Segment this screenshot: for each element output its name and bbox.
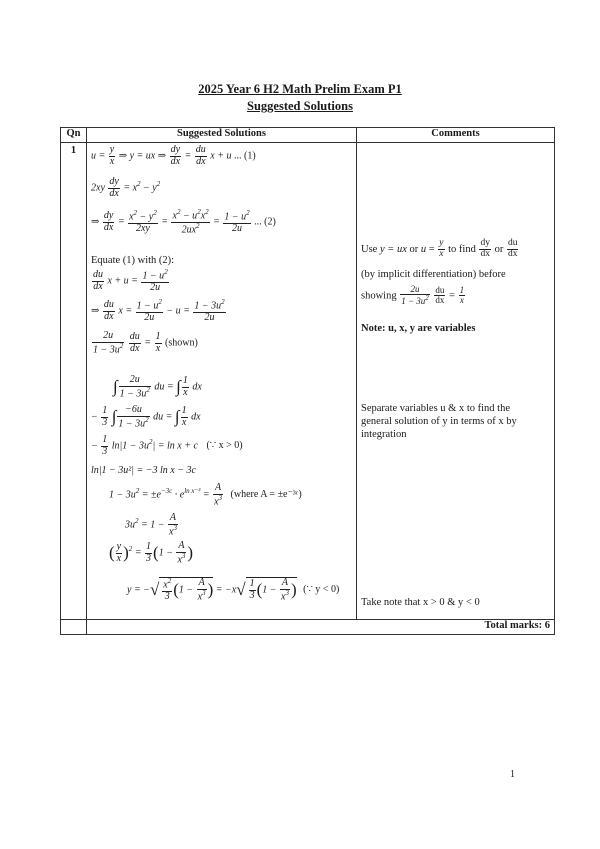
solution-equation-2: ⇒ $\frac{dy}{dx}$ = $\frac{x^2 - y^2}{2xy}$ = $\frac{x^2 - u^2x^2}{2ux^2}$ = $\frac{1 - u^2}{2u}$ ... (2) [91,208,276,236]
comment-use-substitution: Use y = ux or u = $\frac{y}{x}$ to find $\frac{dy}{dx}$ or $\frac{du}{dx}$ [361,238,518,259]
comment-use-prefix: Use [361,243,378,255]
solutions-table [60,127,555,635]
total-marks: Total marks: 6 [87,620,555,635]
solution-integral-2: − $\frac{1}{3}$ ∫ $\frac{-6u}{1 - 3u^2}$ du = ∫ $\frac{1}{x}$ dx [91,404,201,429]
condition-x: (∵ x > 0) [206,440,243,452]
header-qn: Qn [61,128,87,143]
question-number: 1 [61,143,87,620]
solution-exp-line: $1 - 3u^2 = \pm e^{-3c} \cdot e^{ln x^{-3}}$ = $\frac{A}{x^3}$ (where A = ±e⁻³ᶜ) [109,482,302,507]
solution-equate-line: $\frac{du}{dx}$ x + u = $\frac{1 - u^2}{2u}$ [93,268,168,293]
comment-separate-1: Separate variables u & x to find the [361,403,510,414]
solution-u-squared: $3u^2 = 1$ − $\frac{A}{x^3}$ [125,512,177,537]
comments-cell [357,143,555,620]
comment-implicit-diff: (by implicit differentiation) before [361,269,506,280]
header-comments: Comments [357,128,555,143]
table-row [61,143,555,620]
shown-label: (shown) [165,337,198,349]
where-A: (where A = ±e⁻³ᶜ) [230,489,302,501]
equate-text: Equate (1) with (2): [91,255,175,266]
solution-rearrange: ⇒ $\frac{du}{dx}$ x = $\frac{1 - u^2}{2u}$ − u = $\frac{1 - 3u^2}{2u}$ [91,298,225,323]
solution-given-de: 2xy $\frac{dy}{dx}$ = $x^2 - y^2$ [91,176,161,199]
header-solutions: Suggested Solutions [87,128,357,143]
page-subtitle: Suggested Solutions [247,99,353,113]
solution-cell [87,143,357,620]
page-number: 1 [510,769,515,780]
table-header-row [61,128,555,143]
solution-final-y: y = −√ $\frac{x^2}{3}$ (1 − $\frac{A}{x^3}$ ) = −x√ $\frac{1}{3}$ (1 − $\frac{A}{x^3}$ ) (∵ y < 0) [127,577,340,602]
solution-shown-line: $\frac{2u}{1 - 3u^2}$ $\frac{du}{dx}$ = $\frac{1}{x}$ (shown) [93,330,198,355]
solution-log-line: − $\frac{1}{3}$ $\ln|1 - 3u^2| = \ln x + c$ (∵ x > 0) [91,434,243,457]
condition-y: (∵ y < 0) [303,584,340,596]
comment-separate-2: general solution of y in terms of x by [361,416,517,427]
comment-showing-label: showing [361,290,397,302]
eq2-tag: ... (2) [254,216,276,228]
solution-equation-1: u = $\frac{y}{x}$ ⇒ y = ux ⇒ $\frac{dy}{dx}$ = $\frac{du}{dx}$ x + u ... (1) [91,144,256,167]
eq1-tag: ... (1) [233,150,256,162]
comment-note-signs: Take note that x > 0 & y < 0 [361,597,480,608]
comment-showing: showing $\frac{2u}{1 - 3u^2}$ $\frac{du}{dx}$ = $\frac{1}{x}$ [361,284,465,307]
solution-y-squared: ( $\frac{y}{x}$ )$^2$ = $\frac{1}{3}$ (1 − $\frac{A}{x^3}$ ) [109,540,194,565]
comment-note-variables: Note: u, x, y are variables [361,323,476,334]
page-title: 2025 Year 6 H2 Math Prelim Exam P1 [198,82,402,96]
solution-ln-line: ln|1 − 3u²| = −3 ln x − 3c [91,465,196,476]
total-row [61,620,555,635]
comment-separate-3: integration [361,429,407,440]
solution-integral-1: ∫ $\frac{2u}{1 - 3u^2}$ du = ∫ $\frac{1}{x}$ dx [113,374,202,399]
